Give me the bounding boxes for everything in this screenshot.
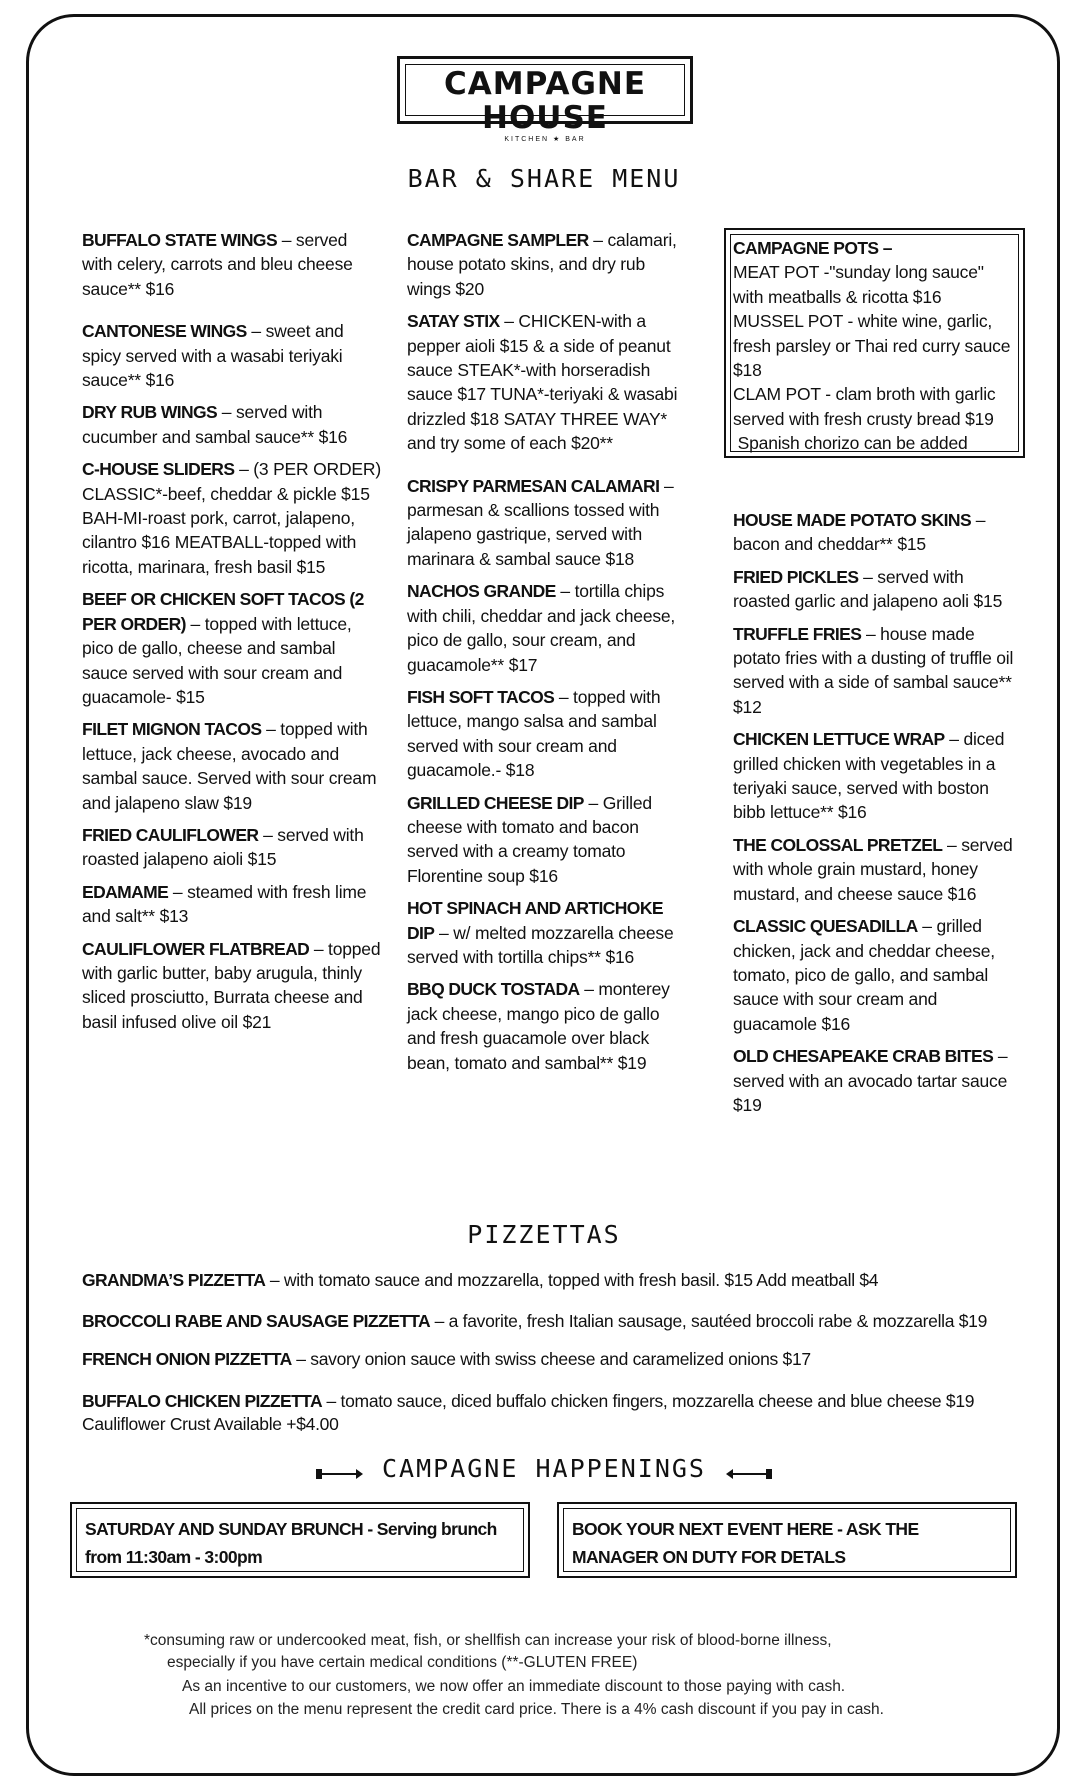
menu-item bbox=[407, 579, 692, 677]
pizzetta-name: BROCCOLI RABE AND SAUSAGE PIZZETTA bbox=[82, 1311, 431, 1331]
menu-item-name: BBQ DUCK TOSTADA bbox=[407, 979, 580, 1000]
campagne-pots-content bbox=[733, 236, 1015, 456]
menu-item bbox=[82, 228, 382, 301]
pizzettas-heading: PIZZETTAS bbox=[467, 1220, 621, 1249]
events-box bbox=[557, 1502, 1017, 1578]
menu-item-name: CAMPAGNE SAMPLER bbox=[407, 230, 589, 250]
menu-item-description: – calamari, house potato skins, and dry rub wings $20 bbox=[407, 230, 677, 299]
menu-item bbox=[733, 1044, 1018, 1117]
menu-item-name: CLASSIC QUESADILLA bbox=[733, 916, 918, 937]
menu-item-name: OLD CHESAPEAKE CRAB BITES bbox=[733, 1046, 994, 1067]
left-menu-column bbox=[82, 228, 382, 1034]
menu-item-name: DRY RUB WINGS bbox=[82, 402, 218, 423]
logo bbox=[397, 56, 693, 143]
menu-item-name: CAULIFLOWER FLATBREAD bbox=[82, 938, 310, 959]
logo-tagline: KITCHEN ★ BAR bbox=[504, 136, 586, 143]
footer-line: All prices on the menu represent the credit card price. There is a 4% cash discount if you pay in cash. bbox=[189, 1701, 884, 1718]
pizzetta-item bbox=[82, 1347, 1022, 1371]
menu-item-name: BUFFALO STATE WINGS bbox=[82, 230, 278, 250]
menu-item-name: FILET MIGNON TACOS bbox=[82, 719, 262, 740]
menu-item bbox=[733, 833, 1018, 906]
menu-item-name: C-HOUSE SLIDERS bbox=[82, 459, 235, 480]
menu-item-description: – served with roasted jalapeno aioli $15 bbox=[82, 824, 364, 870]
pizzetta-name: FRENCH ONION PIZZETTA bbox=[82, 1349, 292, 1369]
menu-item bbox=[407, 474, 692, 572]
pots-line-meat: MEAT POT -"sunday long sauce" with meatballs & ricotta $16 bbox=[733, 262, 984, 307]
pizzetta-item bbox=[82, 1268, 1022, 1292]
menu-item-name: THE COLOSSAL PRETZEL bbox=[733, 834, 943, 855]
menu-item bbox=[733, 727, 1018, 825]
menu-item-name: FRIED CAULIFLOWER bbox=[82, 824, 259, 845]
menu-item bbox=[82, 937, 382, 1035]
logo-name: CAMPAGNE HOUSE bbox=[443, 66, 647, 136]
pizzetta-name: BUFFALO CHICKEN PIZZETTA bbox=[82, 1391, 322, 1411]
bar-share-heading: BAR & SHARE MENU bbox=[407, 164, 681, 193]
menu-item-description: – topped with lettuce, jack cheese, avocado and sambal sauce. Served with sour cream and jalapeno slaw $19 bbox=[82, 719, 377, 813]
menu-item-description: – monterey jack cheese, mango pico de gallo and fresh guacamole over black bean, tomato and sambal** $19 bbox=[407, 979, 670, 1073]
menu-item-description: – served with whole grain mustard, honey mustard, and cheese sauce $16 bbox=[733, 834, 1013, 904]
menu-item-description: – topped with lettuce, mango salsa and sambal served with sour cream and guacamole.- $18 bbox=[407, 686, 661, 781]
menu-item bbox=[82, 587, 382, 709]
menu-item-name: CHICKEN LETTUCE WRAP bbox=[733, 729, 945, 750]
pizzetta-description: – with tomato sauce and mozzarella, topped with fresh basil. $15 Add meatball $4 bbox=[265, 1270, 879, 1290]
menu-item-name: CRISPY PARMESAN CALAMARI bbox=[407, 475, 660, 496]
events-text: BOOK YOUR NEXT EVENT HERE - ASK THE MANAGER ON DUTY FOR DETALS bbox=[563, 1508, 1011, 1572]
menu-item-name: HOUSE MADE POTATO SKINS bbox=[733, 510, 972, 530]
pizzetta-item bbox=[82, 1389, 1022, 1413]
logo-inner-border bbox=[405, 64, 685, 116]
menu-item-description: – topped with lettuce, pico de gallo, cheese and sambal sauce served with sour cream and guacamole- $15 bbox=[82, 613, 352, 707]
menu-item-name: FISH SOFT TACOS bbox=[407, 686, 555, 707]
menu-item bbox=[733, 565, 1018, 614]
menu-item-name: EDAMAME bbox=[82, 881, 169, 902]
pizzetta-description: – savory onion sauce with swiss cheese and caramelized onions $17 bbox=[291, 1349, 811, 1369]
menu-item-description: – parmesan & scallions tossed with jalapeno gastrique, served with marinara & sambal sauce $18 bbox=[407, 475, 674, 569]
menu-item bbox=[733, 622, 1018, 720]
menu-item-name: TRUFFLE FRIES bbox=[733, 623, 862, 644]
pots-title: CAMPAGNE POTS – bbox=[733, 238, 892, 258]
pots-line-clam: CLAM POT - clam broth with garlic served with fresh crusty bread $19 bbox=[733, 384, 996, 429]
menu-item-description: – bacon and cheddar** $15 bbox=[733, 510, 986, 555]
menu-item-name: NACHOS GRANDE bbox=[407, 581, 556, 602]
menu-item-description: – diced grilled chicken with vegetables in a teriyaki sauce, served with boston bibb lettuce** $16 bbox=[733, 729, 1005, 823]
menu-item-description: – topped with garlic butter, baby arugula, thinly sliced prosciutto, Burrata cheese and basil infused olive oil $21 bbox=[82, 938, 381, 1032]
menu-item bbox=[407, 685, 692, 783]
menu-item bbox=[82, 400, 382, 449]
menu-item-description: – sweet and spicy served with a wasabi teriyaki sauce** $16 bbox=[82, 321, 344, 391]
menu-item bbox=[407, 228, 692, 301]
menu-item bbox=[407, 977, 692, 1075]
menu-item bbox=[733, 508, 1018, 557]
brunch-box bbox=[70, 1502, 530, 1578]
menu-item-name: FRIED PICKLES bbox=[733, 566, 859, 587]
menu-item-description: – tortilla chips with chili, cheddar and jack cheese, pico de gallo, sour cream, and guacamole** $17 bbox=[407, 581, 676, 675]
footer-line: *consuming raw or undercooked meat, fish, or shellfish can increase your risk of blood-borne illness, bbox=[144, 1632, 832, 1649]
brunch-text: SATURDAY AND SUNDAY BRUNCH - Serving brunch from 11:30am - 3:00pm bbox=[76, 1508, 524, 1572]
pizzetta-description: – tomato sauce, diced buffalo chicken fingers, mozzarella cheese and blue cheese $19 bbox=[321, 1391, 975, 1411]
middle-menu-column bbox=[407, 228, 692, 1075]
pots-line-chorizo: Spanish chorizo can be added bbox=[733, 433, 968, 454]
menu-item-description: – Grilled cheese with tomato and bacon served with a creamy tomato Florentine soup $16 bbox=[407, 792, 652, 886]
menu-item-description: – w/ melted mozzarella cheese served with tortilla chips** $16 bbox=[407, 922, 674, 967]
menu-item-description: – house made potato fries with a dusting of truffle oil served with a side of sambal sauce** $12 bbox=[733, 623, 1014, 717]
menu-item bbox=[82, 880, 382, 929]
menu-item bbox=[82, 457, 382, 579]
menu-item-name: CANTONESE WINGS bbox=[82, 321, 247, 342]
menu-item-description: – served with an avocado tartar sauce $19 bbox=[733, 1046, 1008, 1115]
pots-line-mussel: MUSSEL POT - white wine, garlic, fresh parsley or Thai red curry sauce $18 bbox=[733, 311, 1011, 381]
footer-line: As an incentive to our customers, we now offer an immediate discount to those paying with cash. bbox=[182, 1678, 846, 1695]
menu-item bbox=[407, 791, 692, 889]
menu-item bbox=[82, 717, 382, 815]
cauliflower-crust-note: Cauliflower Crust Available +$4.00 bbox=[82, 1414, 339, 1434]
menu-item bbox=[82, 823, 382, 872]
pizzetta-name: GRANDMA’S PIZZETTA bbox=[82, 1270, 266, 1290]
footer-line: especially if you have certain medical conditions (**-GLUTEN FREE) bbox=[167, 1654, 638, 1671]
menu-item-description: – served with celery, carrots and bleu cheese sauce** $16 bbox=[82, 230, 353, 299]
menu-item bbox=[733, 914, 1018, 1036]
pizzetta-description: – a favorite, fresh Italian sausage, sautéed broccoli rabe & mozzarella $19 bbox=[430, 1311, 988, 1331]
menu-item-description: – CHICKEN-with a pepper aioli $15 & a side of peanut sauce STEAK*-with horseradish sauce $17 TUNA*-teriyaki & wasabi drizzled $18 SATAY THREE WAY* and try some of each $20** bbox=[407, 311, 678, 454]
right-menu-column bbox=[733, 508, 1018, 1117]
menu-item-description: – (3 PER ORDER) CLASSIC*-beef, cheddar & pickle $15 BAH-MI-roast pork, carrot, jalapeno, cilantro $16 MEATBALL-topped with ricotta, marinara, fresh basil $15 bbox=[82, 459, 381, 577]
menu-item-name: HOT SPINACH AND ARTICHOKE DIP bbox=[407, 898, 663, 943]
menu-item-name: GRILLED CHEESE DIP bbox=[407, 792, 584, 813]
menu-item-description: – served with roasted garlic and jalapeno aoli $15 bbox=[733, 566, 1003, 612]
happenings-heading: CAMPAGNE HAPPENINGS bbox=[382, 1454, 706, 1483]
left-arrow-ornament bbox=[316, 1469, 362, 1479]
menu-item-description: – grilled chicken, jack and cheddar cheese, tomato, pico de gallo, and sambal sauce with sour cream and guacamole $16 bbox=[733, 916, 995, 1034]
menu-item bbox=[407, 896, 692, 969]
menu-item-name: SATAY STIX bbox=[407, 311, 500, 332]
menu-item bbox=[82, 319, 382, 392]
menu-item-description: – steamed with fresh lime and salt** $13 bbox=[82, 881, 367, 927]
pizzetta-item bbox=[82, 1309, 1022, 1333]
menu-item bbox=[407, 309, 692, 455]
menu-item-description: – served with cucumber and sambal sauce** $16 bbox=[82, 402, 348, 447]
right-arrow-ornament bbox=[726, 1469, 772, 1479]
menu-item-name: BEEF OR CHICKEN SOFT TACOS (2 PER ORDER) bbox=[82, 589, 364, 634]
